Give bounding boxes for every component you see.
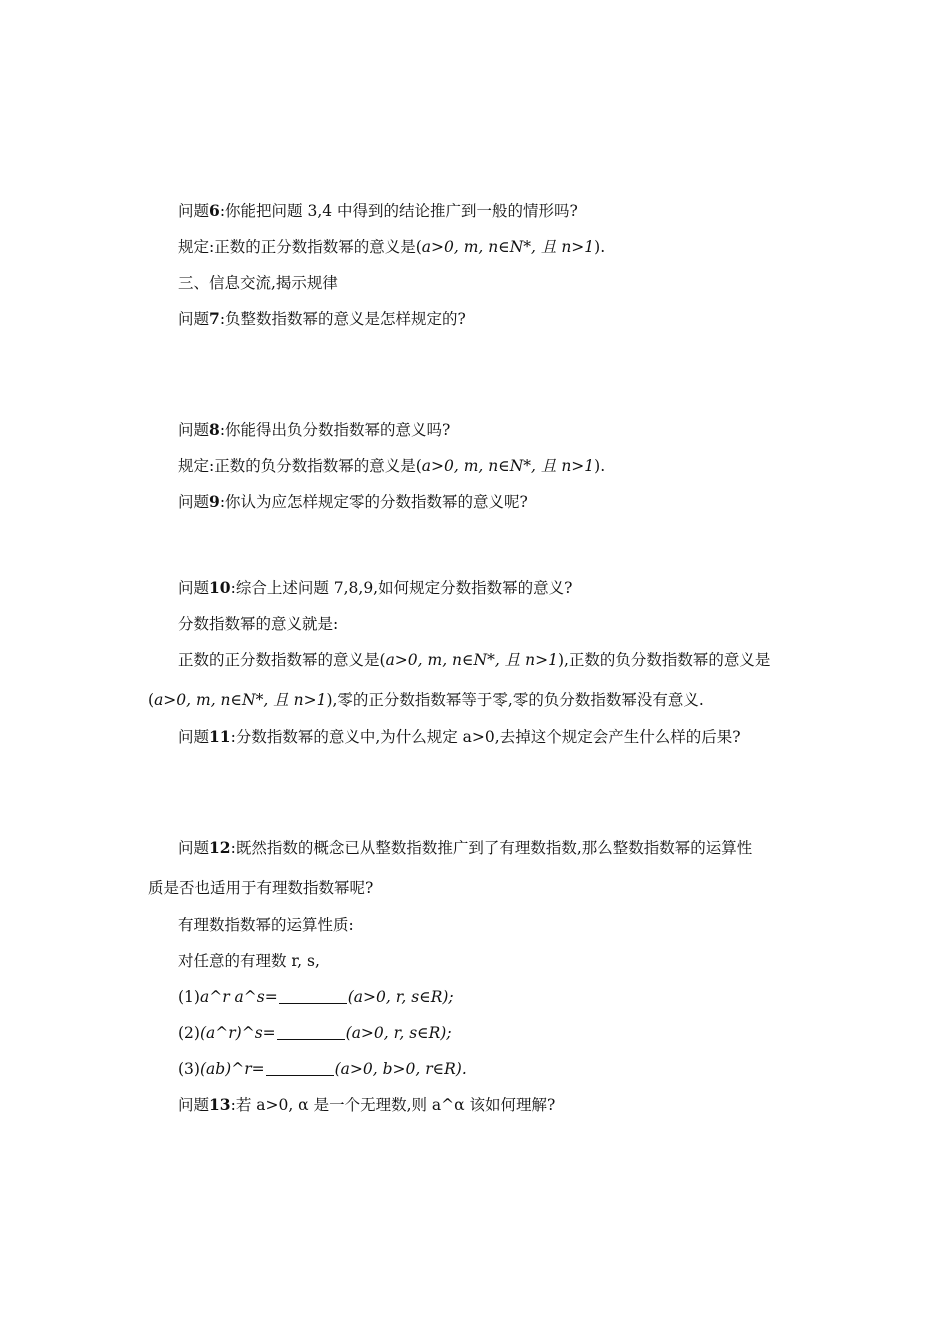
question-7: 问题7:负整数指数幂的意义是怎样规定的? — [178, 309, 466, 328]
question-12-continued: 质是否也适用于有理数指数幂呢? — [148, 879, 374, 897]
question-11: 问题11:分数指数幂的意义中,为什么规定 a>0,去掉这个规定会产生什么样的后果? — [178, 727, 741, 746]
question-6: 问题6:你能把问题 3,4 中得到的结论推广到一般的情形吗? — [178, 201, 578, 220]
answer-blank[interactable] — [266, 1061, 334, 1076]
property-2: (2)(a^r)^s= (a>0, r, s∈R); — [178, 1024, 452, 1042]
properties-intro: 有理数指数幂的运算性质: — [178, 916, 354, 934]
rule-negative-fractional: 规定:正数的负分数指数幂的意义是(a>0, m, n∈N*, 且 n>1). — [178, 457, 606, 475]
answer-blank[interactable] — [277, 1025, 345, 1040]
question-8: 问题8:你能得出负分数指数幂的意义吗? — [178, 420, 451, 439]
question-12: 问题12:既然指数的概念已从整数指数推广到了有理数指数,那么整数指数幂的运算性 — [178, 838, 753, 857]
property-1: (1)a^r a^s= (a>0, r, s∈R); — [178, 988, 454, 1006]
question-10: 问题10:综合上述问题 7,8,9,如何规定分数指数幂的意义? — [178, 578, 573, 597]
section-heading-3: 三、信息交流,揭示规律 — [178, 274, 338, 292]
meaning-line-2: (a>0, m, n∈N*, 且 n>1),零的正分数指数幂等于零,零的负分数指数幂没有意义. — [148, 691, 704, 709]
question-9: 问题9:你认为应怎样规定零的分数指数幂的意义呢? — [178, 492, 528, 511]
property-3: (3)(ab)^r= (a>0, b>0, r∈R). — [178, 1060, 467, 1078]
meaning-line-1: 正数的正分数指数幂的意义是(a>0, m, n∈N*, 且 n>1),正数的负分数指数幂的意义是 — [178, 651, 771, 669]
any-rational: 对任意的有理数 r, s, — [178, 952, 320, 970]
meaning-intro: 分数指数幂的意义就是: — [178, 615, 339, 633]
rule-positive-fractional: 规定:正数的正分数指数幂的意义是(a>0, m, n∈N*, 且 n>1). — [178, 238, 606, 256]
answer-blank[interactable] — [279, 989, 347, 1004]
question-13: 问题13:若 a>0, α 是一个无理数,则 a^α 该如何理解? — [178, 1095, 556, 1114]
